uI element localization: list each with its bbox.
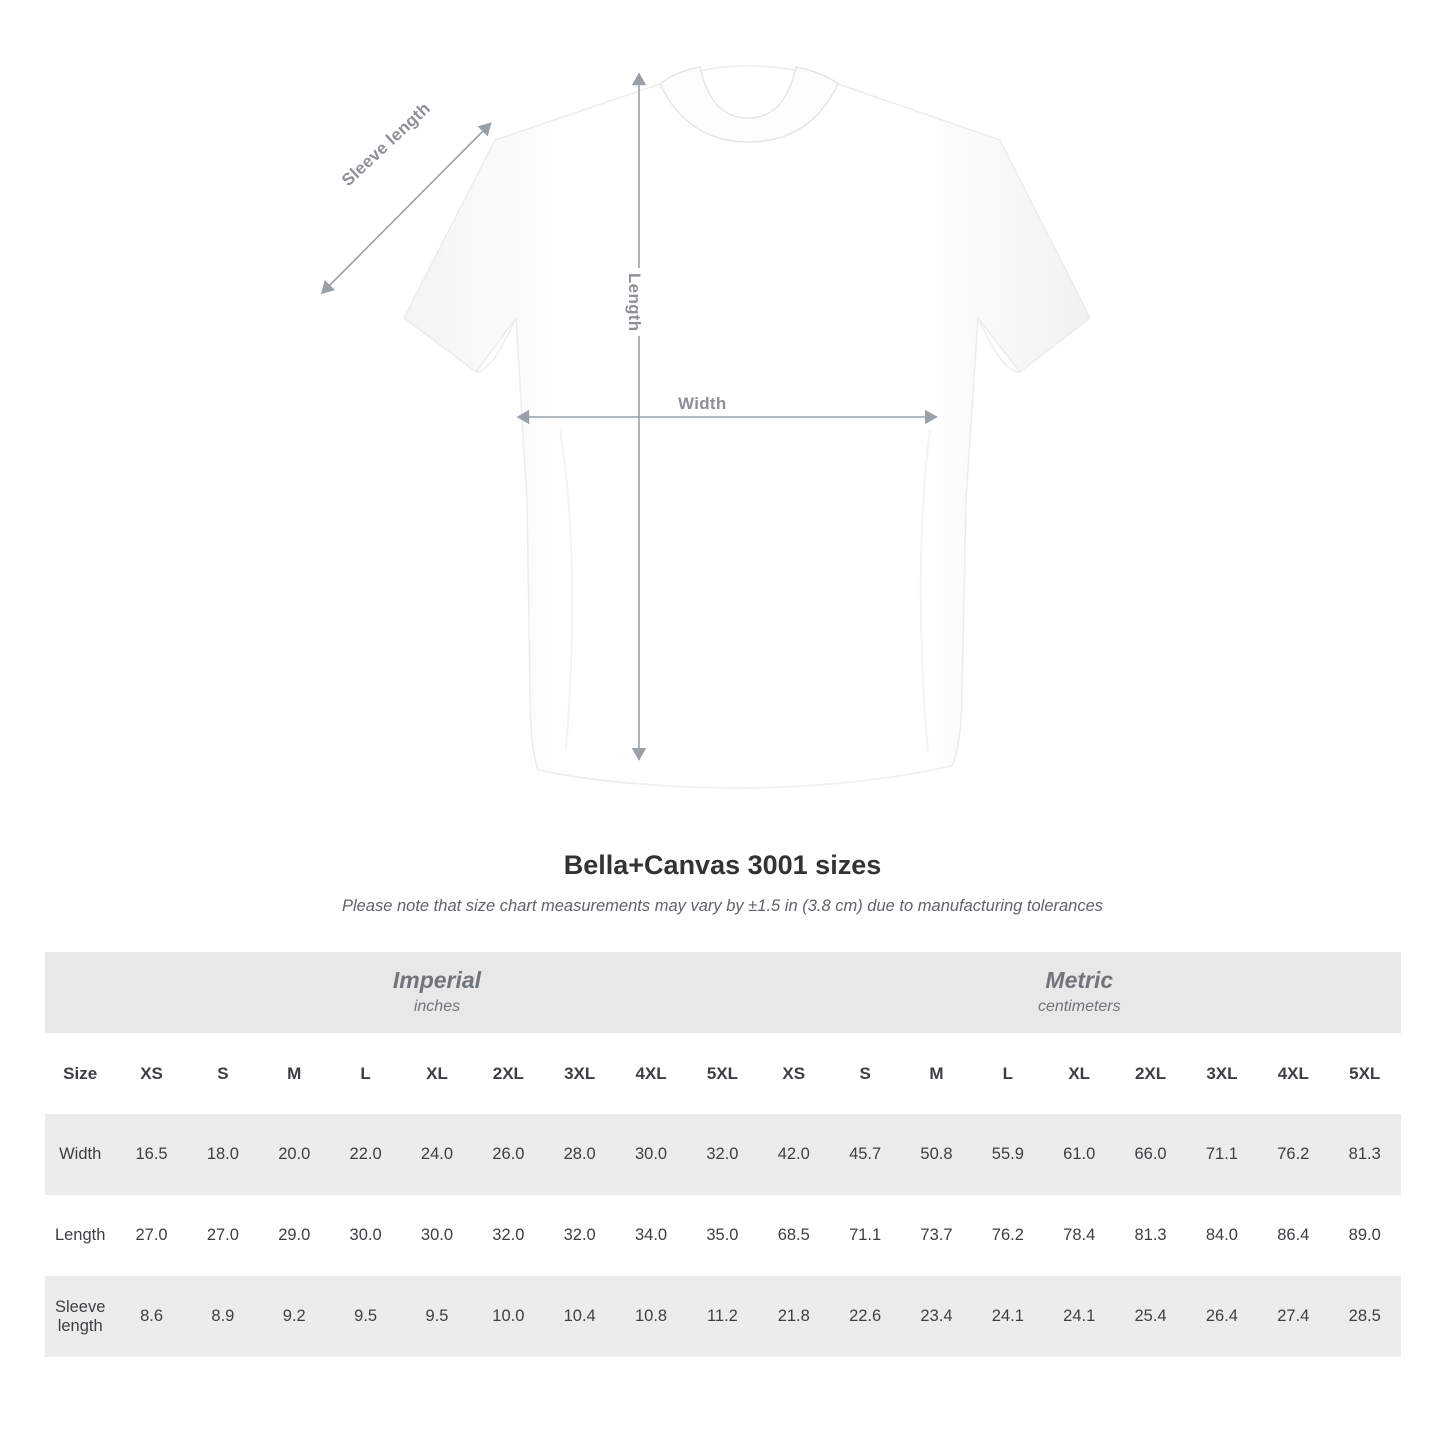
cell-length-0: 27.0 xyxy=(116,1195,187,1276)
row-label-width: Width xyxy=(45,1114,116,1195)
cell-sleeve-11: 23.4 xyxy=(901,1276,972,1357)
cell-width-8: 32.0 xyxy=(687,1114,758,1195)
cell-width-17: 81.3 xyxy=(1329,1114,1401,1195)
chart-title: Bella+Canvas 3001 sizes xyxy=(563,850,882,880)
cell-length-14: 81.3 xyxy=(1115,1195,1186,1276)
size-col-7: 4XL xyxy=(615,1033,686,1114)
size-col-3: L xyxy=(330,1033,401,1114)
size-col-14: 2XL xyxy=(1115,1033,1186,1114)
cell-width-10: 45.7 xyxy=(829,1114,900,1195)
unit-header-metric xyxy=(758,952,1400,1033)
unit-header-row xyxy=(45,952,1401,1033)
unit-name-metric: Metric xyxy=(1045,967,1114,994)
cell-length-3: 30.0 xyxy=(330,1195,401,1276)
cell-width-9: 42.0 xyxy=(758,1114,829,1195)
row-label-sleeve-length: Sleeve length xyxy=(45,1276,116,1357)
cell-width-0: 16.5 xyxy=(116,1114,187,1195)
cell-sleeve-7: 10.8 xyxy=(615,1276,686,1357)
width-label: Width xyxy=(673,392,732,416)
cell-sleeve-6: 10.4 xyxy=(544,1276,615,1357)
size-table-body xyxy=(45,952,1401,1357)
cell-length-7: 34.0 xyxy=(615,1195,686,1276)
cell-sleeve-9: 21.8 xyxy=(758,1276,829,1357)
cell-width-1: 18.0 xyxy=(187,1114,258,1195)
cell-sleeve-16: 27.4 xyxy=(1258,1276,1329,1357)
cell-width-7: 30.0 xyxy=(615,1114,686,1195)
size-col-6: 3XL xyxy=(544,1033,615,1114)
cell-width-16: 76.2 xyxy=(1258,1114,1329,1195)
table-row xyxy=(45,1276,1401,1357)
cell-length-8: 35.0 xyxy=(687,1195,758,1276)
cell-width-5: 26.0 xyxy=(473,1114,544,1195)
size-table xyxy=(45,952,1401,1357)
unit-header-imperial xyxy=(116,952,758,1033)
cell-length-17: 89.0 xyxy=(1329,1195,1401,1276)
cell-length-2: 29.0 xyxy=(259,1195,330,1276)
size-col-5: 2XL xyxy=(473,1033,544,1114)
size-col-12: L xyxy=(972,1033,1043,1114)
cell-sleeve-5: 10.0 xyxy=(473,1276,544,1357)
size-col-16: 4XL xyxy=(1258,1033,1329,1114)
unit-sub-metric: centimeters xyxy=(1037,997,1121,1015)
cell-length-5: 32.0 xyxy=(473,1195,544,1276)
cell-sleeve-4: 9.5 xyxy=(401,1276,472,1357)
cell-width-13: 61.0 xyxy=(1044,1114,1115,1195)
size-col-11: M xyxy=(901,1033,972,1114)
cell-length-12: 76.2 xyxy=(972,1195,1043,1276)
size-col-9: XS xyxy=(758,1033,829,1114)
size-col-1: S xyxy=(187,1033,258,1114)
unit-name-imperial: Imperial xyxy=(392,967,482,994)
cell-width-4: 24.0 xyxy=(401,1114,472,1195)
tshirt-shape xyxy=(404,66,1090,788)
cell-sleeve-10: 22.6 xyxy=(829,1276,900,1357)
size-col-15: 3XL xyxy=(1186,1033,1257,1114)
unit-header-spacer xyxy=(45,952,116,1033)
cell-sleeve-0: 8.6 xyxy=(116,1276,187,1357)
table-row xyxy=(45,1114,1401,1195)
cell-width-12: 55.9 xyxy=(972,1114,1043,1195)
size-table-section xyxy=(0,830,1445,1357)
size-col-4: XL xyxy=(401,1033,472,1114)
length-label: Length xyxy=(622,268,646,336)
cell-width-3: 22.0 xyxy=(330,1114,401,1195)
size-col-17: 5XL xyxy=(1329,1033,1401,1114)
cell-length-11: 73.7 xyxy=(901,1195,972,1276)
size-col-8: 5XL xyxy=(687,1033,758,1114)
cell-sleeve-2: 9.2 xyxy=(259,1276,330,1357)
cell-length-1: 27.0 xyxy=(187,1195,258,1276)
cell-length-13: 78.4 xyxy=(1044,1195,1115,1276)
cell-sleeve-12: 24.1 xyxy=(972,1276,1043,1357)
chart-note: Please note that size chart measurements may vary by ±1.5 in (3.8 cm) due to manufacturing tolerances xyxy=(341,897,1104,915)
cell-sleeve-3: 9.5 xyxy=(330,1276,401,1357)
size-header-row xyxy=(45,1033,1401,1114)
cell-sleeve-15: 26.4 xyxy=(1186,1276,1257,1357)
size-col-2: M xyxy=(259,1033,330,1114)
cell-width-14: 66.0 xyxy=(1115,1114,1186,1195)
cell-sleeve-14: 25.4 xyxy=(1115,1276,1186,1357)
size-col-13: XL xyxy=(1044,1033,1115,1114)
table-row xyxy=(45,1195,1401,1276)
cell-width-11: 50.8 xyxy=(901,1114,972,1195)
row-label-length: Length xyxy=(45,1195,116,1276)
size-col-0: XS xyxy=(116,1033,187,1114)
cell-length-16: 86.4 xyxy=(1258,1195,1329,1276)
cell-length-10: 71.1 xyxy=(829,1195,900,1276)
size-row-label: Size xyxy=(45,1033,116,1114)
cell-sleeve-17: 28.5 xyxy=(1329,1276,1401,1357)
cell-width-6: 28.0 xyxy=(544,1114,615,1195)
sleeve-length-label: Sleeve length xyxy=(333,94,440,196)
cell-length-15: 84.0 xyxy=(1186,1195,1257,1276)
cell-length-4: 30.0 xyxy=(401,1195,472,1276)
cell-width-2: 20.0 xyxy=(259,1114,330,1195)
cell-sleeve-13: 24.1 xyxy=(1044,1276,1115,1357)
unit-sub-imperial: inches xyxy=(413,997,461,1015)
cell-length-9: 68.5 xyxy=(758,1195,829,1276)
cell-width-15: 71.1 xyxy=(1186,1114,1257,1195)
cell-sleeve-1: 8.9 xyxy=(187,1276,258,1357)
cell-sleeve-8: 11.2 xyxy=(687,1276,758,1357)
cell-length-6: 32.0 xyxy=(544,1195,615,1276)
size-col-10: S xyxy=(829,1033,900,1114)
